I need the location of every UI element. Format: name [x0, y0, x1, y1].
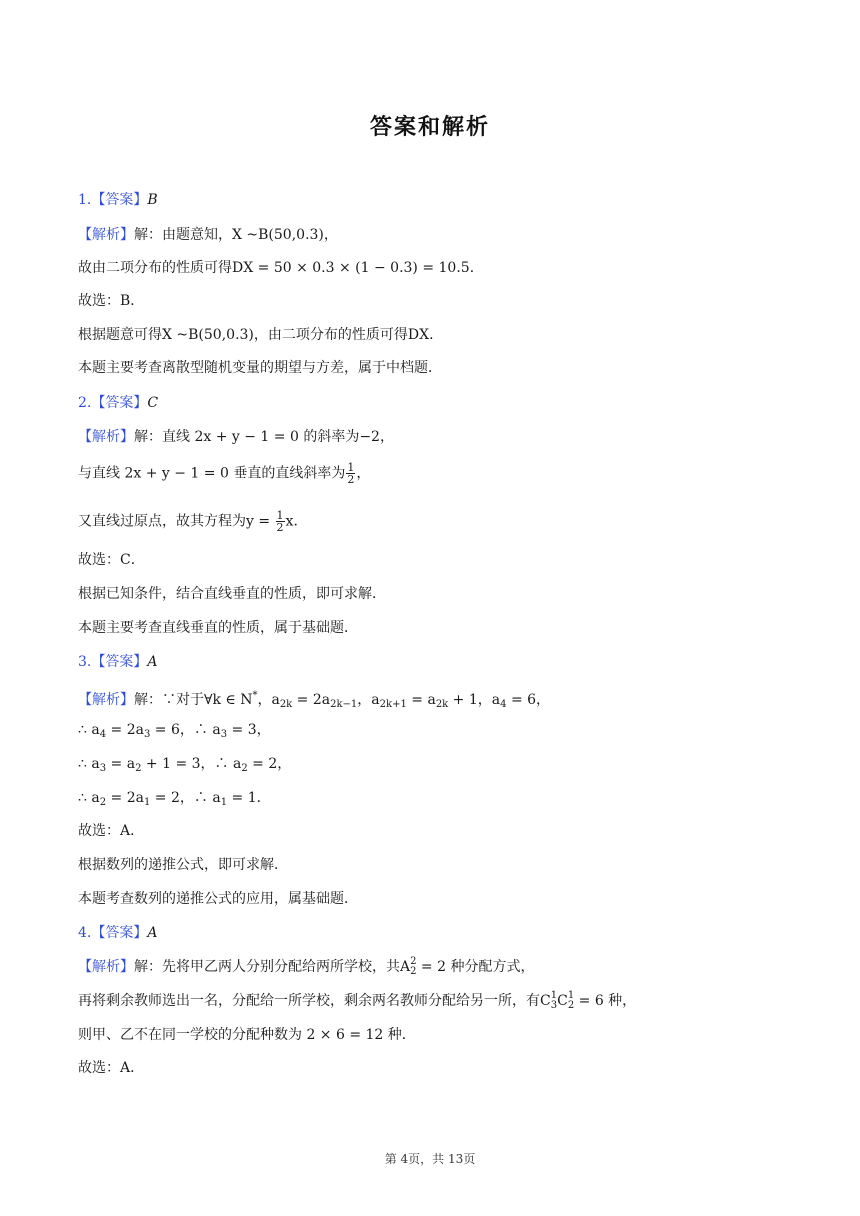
q2-fraction-2-den: 2 [276, 521, 284, 534]
q4-answer-line [78, 923, 778, 943]
q3-text-7: 本题考查数列的递推公式的应用，属基础题． [78, 891, 358, 907]
q2-text-2-post: ， [356, 465, 371, 482]
q4-t2-sub1: 3 [550, 1000, 558, 1011]
q3-text-5: 故选：A． [78, 823, 145, 839]
q3-t3a: ∴ a [78, 756, 100, 772]
q4-text-4: 故选：A． [78, 1060, 145, 1076]
q3-text-6: 根据数列的递推公式，即可求解． [78, 857, 288, 873]
q2-answer-label: 2.【答案】 [78, 395, 148, 411]
q3-text-3 [78, 754, 778, 779]
q4-text-3: 则甲、乙不在同一学校的分配种数为 2 × 6 = 12 种． [78, 1027, 416, 1043]
q1-text-3: 故选：B． [78, 293, 145, 309]
q4-t2-sup2: 1 [567, 990, 575, 1001]
q3-t3d: = 2， [247, 756, 292, 772]
q3-t2b: = 2a [106, 722, 144, 738]
q4-t2-sub2: 2 [567, 1000, 575, 1011]
q3-t1b: ，a [257, 692, 280, 708]
q3-t1-s5: 4 [500, 699, 507, 710]
q3-t1-s1: 2k [279, 699, 293, 710]
q4-t2a: 再将剩余教师选出一名，分配给一所学校，剩余两名教师分配给另一所，有C [78, 993, 551, 1009]
q1-text-5: 本题主要考查离散型随机变量的期望与方差，属于中档题． [78, 360, 442, 376]
q2-analysis-label: 【解析】 [78, 429, 134, 445]
q2-fraction-1 [346, 462, 355, 485]
page-footer: 第 4页，共 13页 [384, 1152, 476, 1166]
q3-t3c: + 1 = 3，∴ a [141, 756, 242, 772]
q1-answer: B [147, 192, 158, 208]
q3-t1-sup: * [252, 690, 258, 701]
q2-text-3 [78, 510, 778, 533]
q4-t1-sub: 2 [410, 966, 417, 977]
q2-text-5: 根据已知条件，结合直线垂直的性质，即可求解． [78, 586, 386, 602]
q3-t1f: + 1，a [448, 692, 501, 708]
q3-t1-s4: 2k [435, 699, 449, 710]
q2-text-1: 解：直线 2x + y − 1 = 0 的斜率为−2， [134, 429, 394, 445]
q4-t1-sup: 2 [410, 956, 417, 967]
q3-t4-s2: 1 [143, 797, 151, 808]
q1-text-1: 解：由题意知，X ~B(50,0.3)， [134, 227, 338, 243]
q3-t3-s3: 2 [241, 763, 248, 774]
q3-t1-s3: 2k+1 [379, 699, 407, 710]
q4-analysis-label: 【解析】 [78, 959, 134, 975]
q2-fraction-1-den: 2 [347, 473, 355, 486]
page-title: 答案和解析 [369, 115, 490, 140]
q3-t3-s1: 3 [99, 763, 107, 774]
q3-t2c: = 6，∴ a [150, 722, 221, 738]
q3-text-2 [78, 720, 778, 745]
q1-text-2: 故由二项分布的性质可得DX = 50 × 0.3 × (1 − 0.3) = 10.5． [78, 260, 484, 276]
q3-t3b: = a [106, 756, 136, 772]
q3-t4-s3: 1 [220, 797, 228, 808]
q3-text-4 [78, 788, 778, 813]
q3-t2a: ∴ a [78, 722, 100, 738]
q3-answer: A [147, 654, 158, 670]
q4-text-2 [78, 991, 778, 1011]
q4-text-1 [78, 957, 778, 977]
q3-t1-s2: 2k−1 [330, 699, 358, 710]
q4-answer: A [147, 925, 158, 941]
q1-answer-line [78, 190, 778, 210]
q3-t2d: = 3， [227, 722, 271, 738]
q3-answer-line [78, 652, 778, 672]
q2-text-2 [78, 462, 778, 485]
q3-t2-s1: 4 [99, 729, 107, 740]
q1-answer-label: 1.【答案】 [78, 192, 148, 208]
q3-t1g: = 6， [506, 692, 551, 708]
q2-fraction-2-num: 1 [276, 509, 284, 522]
q3-answer-label: 3.【答案】 [78, 654, 148, 670]
q2-fraction-1-num: 1 [347, 461, 355, 474]
q3-t1e: = a [406, 692, 436, 708]
q3-text-1 [78, 686, 778, 715]
q2-answer: C [147, 395, 159, 411]
q3-t1d: ，a [357, 692, 380, 708]
q2-analysis-line [78, 427, 778, 447]
q2-text-6: 本题主要考查直线垂直的性质，属于基础题． [78, 620, 358, 636]
q3-t4b: = 2a [106, 790, 144, 806]
q4-t1b: = 2 种分配方式， [416, 959, 535, 975]
q4-t2b: C [557, 993, 568, 1009]
q3-t2-s3: 3 [220, 729, 228, 740]
q2-text-3-pre: 又直线过原点，故其方程为y = [78, 513, 275, 530]
q3-t4c: = 2，∴ a [150, 790, 221, 806]
q4-t2-sup1: 1 [550, 990, 558, 1001]
q2-answer-line [78, 393, 778, 413]
q1-text-4: 根据题意可得X ~B(50,0.3)，由二项分布的性质可得DX． [78, 327, 444, 343]
q3-t4-s1: 2 [99, 797, 107, 808]
q1-analysis-line [78, 225, 778, 245]
q3-t4d: = 1． [227, 790, 271, 806]
q2-fraction-2 [276, 510, 285, 533]
q3-t1a: 解：∵对于∀k ∈ N [134, 692, 253, 708]
q2-text-3-post: x． [285, 513, 308, 530]
q3-t4a: ∴ a [78, 790, 100, 806]
q4-t1a: 解：先将甲乙两人分别分配给两所学校，共A [134, 959, 411, 975]
q4-answer-label: 4.【答案】 [78, 925, 148, 941]
q1-analysis-label: 【解析】 [78, 227, 134, 243]
q2-text-2-pre: 与直线 2x + y − 1 = 0 垂直的直线斜率为 [78, 465, 346, 482]
q2-text-4: 故选：C． [78, 552, 145, 568]
q4-t2c: = 6 种， [574, 993, 637, 1009]
q3-analysis-label: 【解析】 [78, 692, 134, 708]
q3-t2-s2: 3 [143, 729, 151, 740]
q3-t3-s2: 2 [135, 763, 142, 774]
q3-t1c: = 2a [292, 692, 331, 708]
